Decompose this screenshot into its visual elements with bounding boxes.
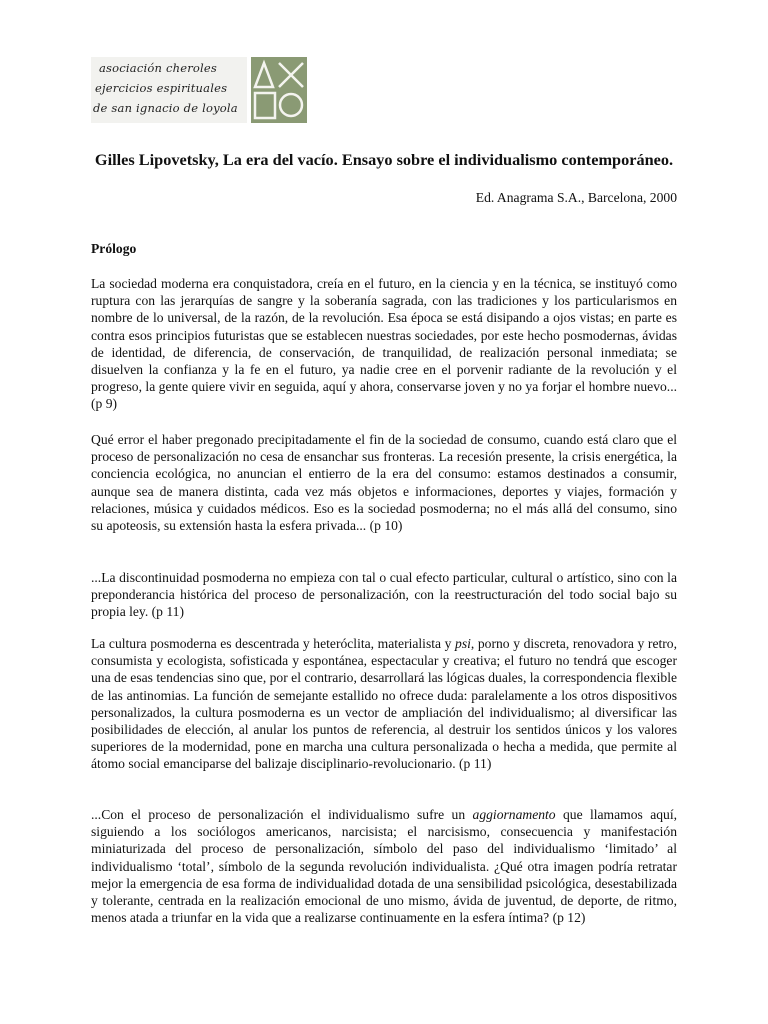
logo-line-2: ejercicios espirituales	[95, 81, 228, 95]
paragraph-4-end: , porno y discreta, renovadora y retro, consumista y ecologista, sofisticada y espontánea, espectacular y creativa; el futuro no tendrá que escoger una de esas tendencias sino que, por el contrario, desarrollará las lógicas duales, la correspondencia flexible de las antinomias. La función de semejante estallido no ofrece duda: paralelamente a los otros dispositivos personalizados, la cultura posmoderna es un vector de ampliación del individualismo; al diversificar las posibilidades de elección, al anular los puntos de referencia, al destruir los sentidos únicos y los valores superiores de la modernidad, pone en marcha una cultura personalizada o hecha a medida, que permite al átomo social emanciparse del balizaje disciplinario-revolucionario. (p 11)	[91, 636, 677, 772]
document-title: Gilles Lipovetsky, La era del vacío. Ensayo sobre el individualismo contemporáneo.	[94, 150, 674, 169]
organization-logo	[91, 57, 307, 123]
paragraph-5-emphasis: aggiornamento	[472, 807, 556, 822]
paragraph-1: La sociedad moderna era conquistadora, creía en el futuro, en la ciencia y en la técnica, se instituyó como ruptura con las jerarquías de sangre y la soberanía sagrada, con las tradiciones y los particularismos en nombre de lo universal, de la razón, de la revolución. Esa época se está disipando a ojos vistas; en parte es contra esos principios futuristas que se establecen nuestras sociedades, por este hecho posmodernas, ávidas de identidad, de diferencia, de conservación, de tranquilidad, de realización personal inmediata; se disuelven la confianza y la fe en el futuro, ya nadie cree en el porvenir radiante de la revolución y el progreso, la gente quiere vivir en seguida, aquí y ahora, conservarse joven y no ya forjar el hombre nuevo... (p 9)	[91, 276, 677, 412]
logo-line-3: de san ignacio de loyola	[93, 101, 238, 115]
paragraph-5-end: que llamamos aquí, siguiendo a los sociólogos americanos, narcisista; el narcisismo, consecuencia y manifestación miniaturizada del proceso de personalización, símbolo del paso del individualismo ‘limitado’ al individualismo ‘total’, símbolo de la segunda revolución individualista. ¿Qué otra imagen podría retratar mejor la emergencia de esa forma de individualidad dotada de una sensibilidad psicológica, desestabilizada y tolerante, centrada en la realización emocional de uno mismo, ávida de juventud, de deporte, de ritmo, menos atada a triunfar en la vida que a realizarse continuamente en la esfera íntima? (p 12)	[91, 807, 677, 926]
paragraph-4-emphasis: psi	[455, 636, 471, 651]
paragraph-2: Qué error el haber pregonado precipitadamente el fin de la sociedad de consumo, cuando está claro que el proceso de personalización no cesa de ensanchar sus fronteras. La recesión presente, la crisis energética, la conciencia ecológica, no anuncian el entierro de la era del consumo: estamos destinados a consumir, aunque sea de manera distinta, cada vez más objetos e informaciones, deportes y viajes, formación y relaciones, música y cuidados médicos. Eso es la sociedad posmoderna; no el más allá del consumo, sino su apoteosis, su extensión hasta la esfera privada... (p 10)	[91, 432, 677, 534]
paragraph-5	[91, 806, 677, 926]
paragraph-5-start: ...Con el proceso de personalización el individualismo sufre un	[91, 807, 473, 822]
logo-mark-icon	[251, 57, 307, 123]
paragraph-4	[91, 635, 677, 773]
section-heading: Prólogo	[91, 241, 137, 256]
paragraph-3: ...La discontinuidad posmoderna no empieza con tal o cual efecto particular, cultural o artístico, sino con la preponderancia histórica del proceso de personalización, con la reestructuración del todo social bajo su propia ley. (p 11)	[91, 570, 677, 620]
logo-line-1: asociación cheroles	[99, 61, 218, 75]
paragraph-4-start: La cultura posmoderna es descentrada y heteróclita, materialista y	[91, 636, 456, 651]
edition-info: Ed. Anagrama S.A., Barcelona, 2000	[475, 190, 677, 205]
logo-handwritten-text	[91, 57, 247, 123]
